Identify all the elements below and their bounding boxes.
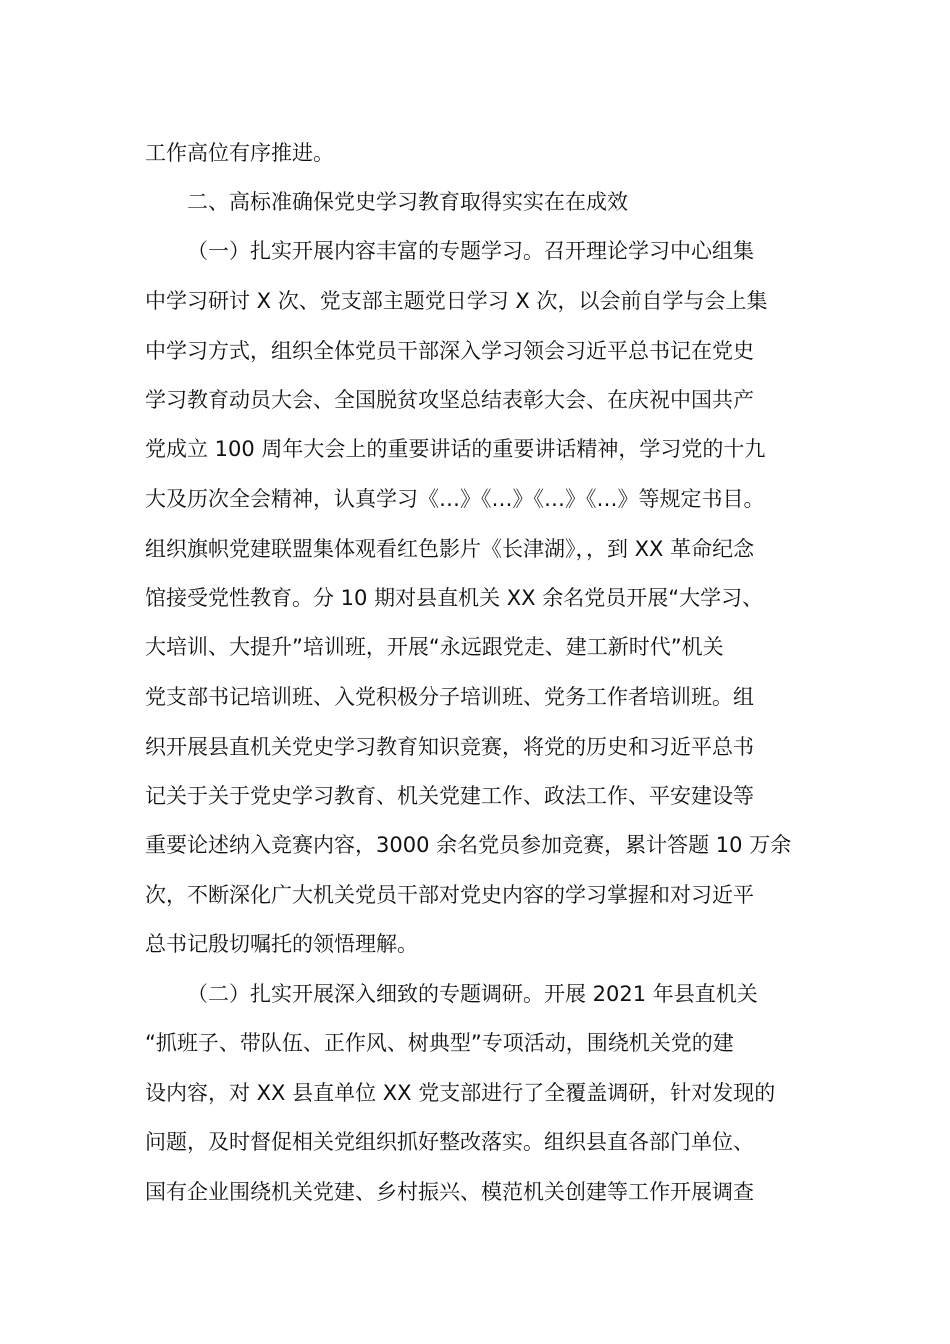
paragraph-line: 重要论述纳入竞赛内容，3000 余名党员参加竞赛，累计答题 10 万余	[145, 833, 792, 857]
section-heading: 二、高标准确保党史学习教育取得实实在在成效	[187, 190, 628, 214]
paragraph-line: 记关于关于党史学习教育、机关党建工作、政法工作、平安建设等	[145, 784, 754, 808]
paragraph-line: 学习教育动员大会、全国脱贫攻坚总结表彰大会、在庆祝中国共产	[145, 388, 754, 412]
paragraph-line: 问题，及时督促相关党组织抓好整改落实。组织县直各部门单位、	[145, 1130, 754, 1154]
paragraph-line: 中学习研讨 X 次、党支部主题党日学习 X 次，以会前自学与会上集	[145, 289, 768, 313]
paragraph-line: 总书记殷切嘱托的领悟理解。	[145, 932, 418, 956]
paragraph-line: 组织旗帜党建联盟集体观看红色影片《长津湖》，，到 XX 革命纪念	[145, 537, 755, 561]
paragraph-line: 馆接受党性教育。分 10 期对县直机关 XX 余名党员开展“大学习、	[145, 586, 764, 610]
paragraph-line: 工作高位有序推进。	[145, 141, 334, 165]
paragraph-line: “抓班子、带队伍、正作风、树典型”专项活动，围绕机关党的建	[145, 1031, 734, 1055]
paragraph-line: 党成立 100 周年大会上的重要讲话的重要讲话精神，学习党的十九	[145, 437, 766, 461]
paragraph-line: 国有企业围绕机关党建、乡村振兴、模范机关创建等工作开展调查	[145, 1180, 754, 1204]
paragraph-line: 中学习方式，组织全体党员干部深入学习领会习近平总书记在党史	[145, 339, 754, 363]
paragraph-line: （二）扎实开展深入细致的专题调研。开展 2021 年县直机关	[187, 982, 758, 1006]
paragraph-line: 大培训、大提升”培训班，开展“永远跟党走、建工新时代”机关	[145, 635, 724, 659]
paragraph-line: 大及历次全会精神，认真学习《…》《…》《…》《…》等规定书目。	[145, 487, 765, 511]
paragraph-line: 设内容，对 XX 县直单位 XX 党支部进行了全覆盖调研，针对发现的	[145, 1081, 776, 1105]
paragraph-line: 次，不断深化广大机关党员干部对党史内容的学习掌握和对习近平	[145, 883, 754, 907]
paragraph-line: 党支部书记培训班、入党积极分子培训班、党务工作者培训班。组	[145, 685, 754, 709]
paragraph-line: （一）扎实开展内容丰富的专题学习。召开理论学习中心组集	[187, 239, 754, 263]
paragraph-line: 织开展县直机关党史学习教育知识竞赛，将党的历史和习近平总书	[145, 735, 754, 759]
